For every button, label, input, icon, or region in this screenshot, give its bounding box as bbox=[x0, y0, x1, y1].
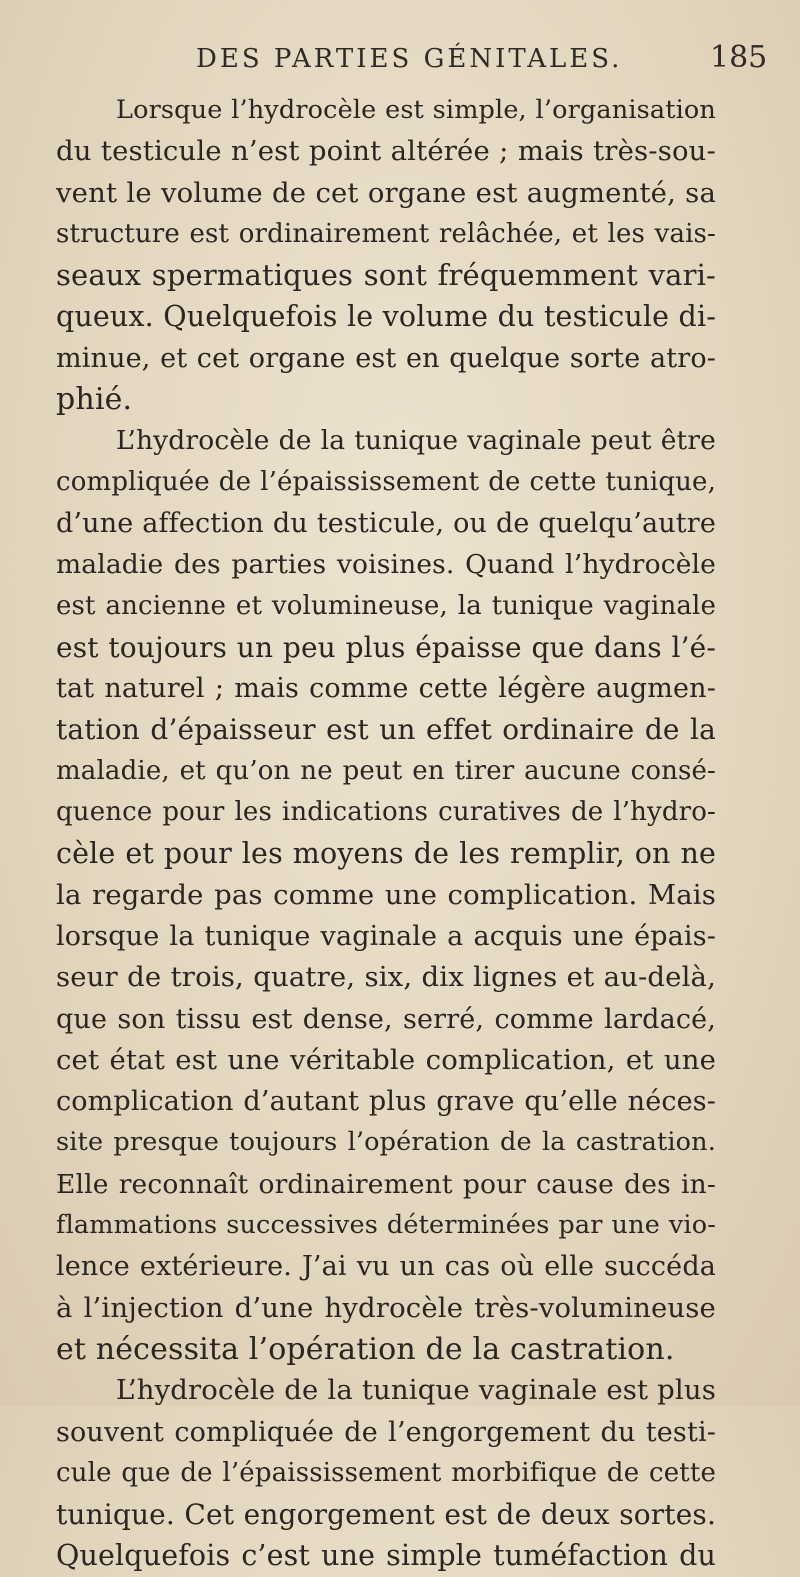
text-line: vent le volume de cet organe est augmenté, sa bbox=[56, 176, 716, 209]
text-line: et nécessita l’opération de la castration. bbox=[56, 1331, 675, 1367]
text-line: à l’injection d’une hydrocèle très-volumineuse bbox=[56, 1291, 716, 1324]
text-line: lence extérieure. J’ai vu un cas où elle succéda bbox=[56, 1251, 716, 1283]
text-line: souvent compliquée de l’engorgement du testi- bbox=[56, 1416, 716, 1448]
text-line: cet état est une véritable complication, et une bbox=[56, 1043, 716, 1076]
text-line: tat naturel ; mais comme cette légère augmen- bbox=[56, 673, 716, 705]
text-line: tation d’épaisseur est un effet ordinaire de la bbox=[56, 713, 716, 747]
text-line: du testicule n’est point altérée ; mais très-sou- bbox=[56, 135, 716, 168]
text-line: Elle reconnaît ordinairement pour cause des in- bbox=[56, 1168, 716, 1200]
text-line: est toujours un peu plus épaisse que dans l’é- bbox=[56, 630, 716, 664]
text-line: minue, et cet organe est en quelque sorte atro- bbox=[56, 342, 716, 374]
text-line: d’une affection du testicule, ou de quelqu’autre bbox=[56, 507, 716, 539]
text-line: lorsque la tunique vaginale a acquis une épais- bbox=[56, 920, 716, 952]
page-number: 185 bbox=[710, 40, 768, 75]
text-line: que son tissu est dense, serré, comme lardacé, bbox=[56, 1003, 716, 1035]
text-line: phié. bbox=[56, 382, 133, 418]
text-line: cule que de l’épaississement morbifique de cette bbox=[56, 1457, 716, 1488]
text-line: seur de trois, quatre, six, dix lignes et au-delà, bbox=[56, 961, 716, 994]
text-line: quence pour les indications curatives de l’hydro- bbox=[56, 797, 716, 828]
text-line: maladie, et qu’on ne peut en tirer aucune consé- bbox=[56, 755, 716, 786]
text-line: seaux spermatiques sont fréquemment vari- bbox=[56, 258, 716, 293]
text-line: Lorsque l’hydrocèle est simple, l’organisation bbox=[116, 95, 716, 125]
text-line: L’hydrocèle de la tunique vaginale est plus bbox=[116, 1374, 716, 1407]
text-line: site presque toujours l’opération de la castration. bbox=[56, 1127, 716, 1158]
body-text bbox=[56, 90, 716, 1577]
text-line: compliquée de l’épaississement de cette tunique, bbox=[56, 466, 716, 497]
text-line: Quelquefois c’est une simple tuméfaction du bbox=[56, 1539, 716, 1573]
text-line: flammations successives déterminées par une vio- bbox=[56, 1210, 716, 1241]
text-line: maladie des parties voisines. Quand l’hydrocèle bbox=[56, 549, 716, 581]
text-line: tunique. Cet engorgement est de deux sortes. bbox=[56, 1498, 716, 1532]
text-line: queux. Quelquefois le volume du testicule di- bbox=[56, 300, 716, 334]
text-line: est ancienne et volumineuse, la tunique vaginale bbox=[56, 590, 716, 621]
text-line: cèle et pour les moyens de les remplir, on ne bbox=[56, 837, 716, 871]
running-head: DES PARTIES GÉNITALES. bbox=[196, 44, 623, 74]
text-line: la regarde pas comme une complication. Mais bbox=[56, 878, 716, 911]
text-line: structure est ordinairement relâchée, et les vais- bbox=[56, 218, 716, 249]
text-line: complication d’autant plus grave qu’elle néces- bbox=[56, 1086, 716, 1118]
text-line: L’hydrocèle de la tunique vaginale peut être bbox=[116, 425, 716, 457]
